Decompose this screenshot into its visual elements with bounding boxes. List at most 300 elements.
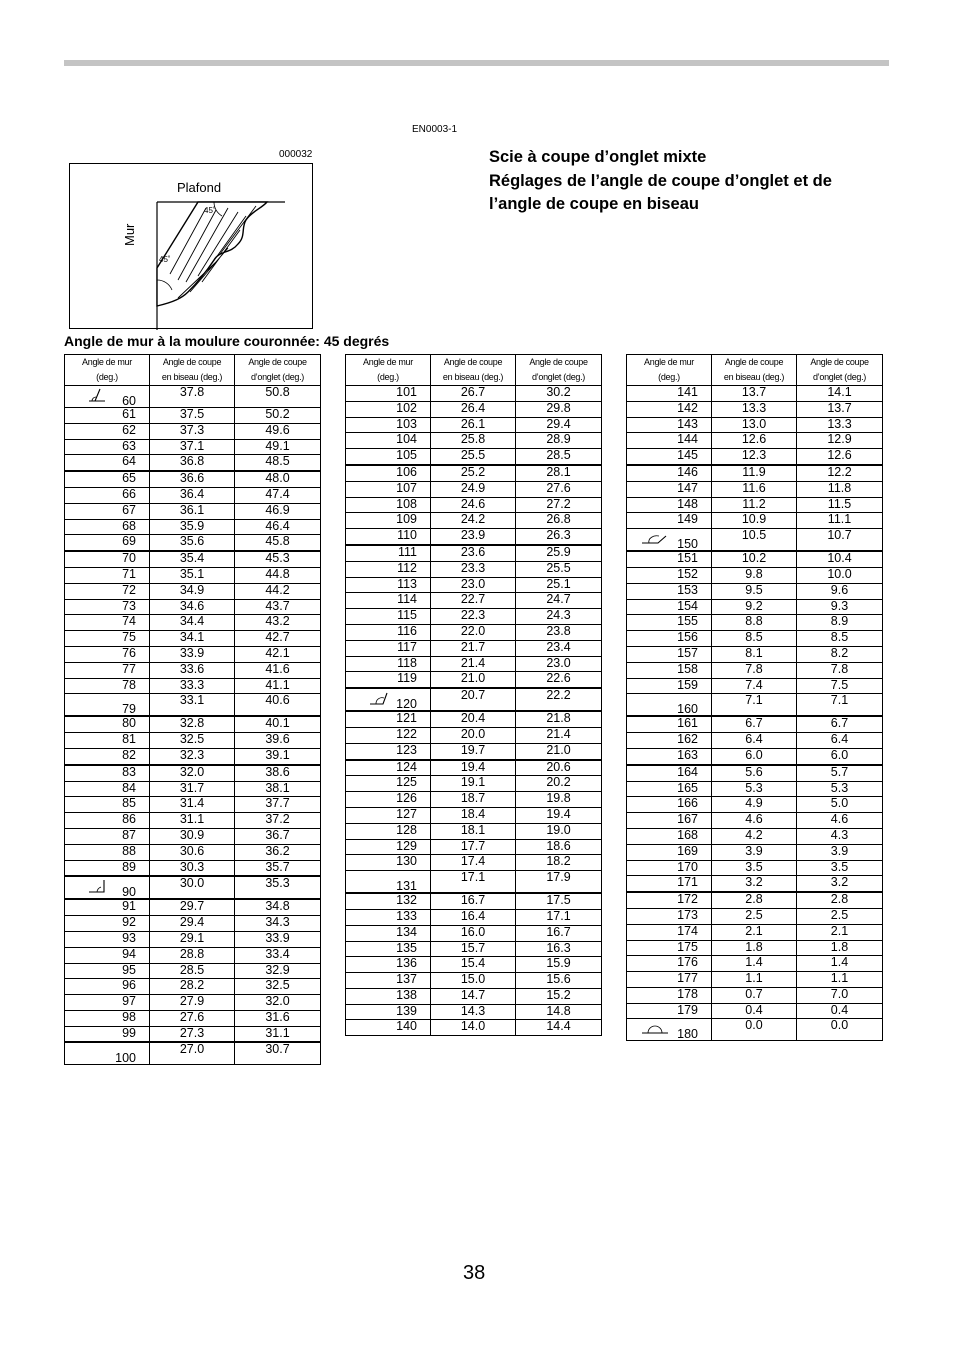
bevel-angle-cell-value: 8.1 xyxy=(745,645,763,660)
wall-angle-cell xyxy=(627,449,712,465)
wall-angle-cell xyxy=(346,672,431,688)
miter-angle-cell-value: 23.0 xyxy=(546,655,571,670)
miter-angle-cell-value: 14.4 xyxy=(546,1019,571,1034)
miter-angle-cell-value: 6.0 xyxy=(830,747,849,762)
miter-angle-cell-value: 34.3 xyxy=(265,915,290,930)
wall-angle-cell-value: 115 xyxy=(397,608,417,623)
miter-angle-cell-value: 16.7 xyxy=(546,924,571,939)
wall-angle-cell-value: 61 xyxy=(122,407,136,421)
bevel-angle-cell-value: 25.5 xyxy=(460,448,486,463)
bevel-angle-cell-value: 11.2 xyxy=(742,496,766,511)
miter-angle-cell-value: 3.9 xyxy=(830,843,849,858)
bevel-angle-cell-value: 28.5 xyxy=(179,962,205,977)
miter-angle-cell-value: 21.0 xyxy=(546,742,571,757)
table-caption: Angle de mur à la moulure couronnée: 45 degrés xyxy=(64,333,390,349)
bevel-angle-cell-value: 1.1 xyxy=(745,971,763,986)
wall-angle-cell xyxy=(346,776,431,792)
wall-angle-cell-value: 104 xyxy=(396,432,417,447)
wall-angle-cell-value: 80 xyxy=(122,716,136,731)
miter-angle-cell xyxy=(516,807,602,823)
wall-angle-cell xyxy=(346,839,431,855)
miter-angle-cell-value: 7.1 xyxy=(830,693,849,708)
miter-angle-cell-value: 46.9 xyxy=(265,502,290,517)
bevel-angle-cell-value: 5.3 xyxy=(745,780,763,795)
table-row xyxy=(65,876,321,899)
table-row xyxy=(65,662,321,678)
wall-angle-cell-value: 103 xyxy=(396,416,417,431)
bevel-angle-cell-value: 25.8 xyxy=(460,432,486,447)
wall-angle-header xyxy=(627,355,712,386)
wall-angle-cell-value: 107 xyxy=(396,480,417,495)
wall-angle-cell xyxy=(627,567,712,583)
bevel-angle-cell xyxy=(431,988,516,1004)
miter-angle-cell xyxy=(797,631,883,647)
bevel-angle-cell-value: 7.1 xyxy=(745,693,763,708)
wall-angle-cell-value: 133 xyxy=(396,908,417,923)
wall-angle-cell xyxy=(65,797,150,813)
table-row xyxy=(65,567,321,583)
miter-angle-cell-value: 18.6 xyxy=(546,838,571,853)
wall-angle-cell xyxy=(65,716,150,732)
miter-angle-cell-value: 16.3 xyxy=(546,940,571,955)
bevel-angle-cell-value: 11.6 xyxy=(742,480,766,495)
miter-angle-cell-value: 45.8 xyxy=(265,534,290,549)
table-row xyxy=(627,1003,883,1019)
table-row xyxy=(346,417,602,433)
miter-angle-cell xyxy=(516,401,602,417)
wall-angle-cell-value: 85 xyxy=(122,796,136,811)
table-row xyxy=(65,979,321,995)
bevel-angle-cell xyxy=(431,855,516,871)
table-row xyxy=(346,855,602,871)
wall-angle-cell xyxy=(65,733,150,749)
miter-angle-cell-value: 33.9 xyxy=(265,930,290,945)
wall-angle-cell xyxy=(65,646,150,662)
miter-angle-cell-value: 39.6 xyxy=(265,732,290,747)
miter-angle-cell-value: 7.0 xyxy=(830,986,849,1001)
bevel-angle-cell xyxy=(712,813,797,829)
bevel-angle-cell xyxy=(712,781,797,797)
bevel-angle-cell-value: 4.6 xyxy=(745,812,763,827)
miter-angle-cell-value: 42.7 xyxy=(265,630,290,645)
wall-angle-cell-value: 169 xyxy=(677,843,698,858)
miter-angle-cell-value: 21.4 xyxy=(546,726,571,741)
table-row xyxy=(65,615,321,631)
wall-angle-cell xyxy=(346,1020,431,1036)
bevel-angle-cell xyxy=(431,449,516,465)
wall-angle-cell-value: 105 xyxy=(396,448,417,463)
wall-angle-cell-value: 77 xyxy=(122,661,136,676)
table-row xyxy=(65,646,321,662)
miter-angle-header-line2: d’onglet (deg.) xyxy=(531,372,586,382)
table-row xyxy=(346,760,602,776)
miter-angle-cell xyxy=(797,733,883,749)
bevel-angle-cell xyxy=(712,828,797,844)
miter-angle-cell-value: 24.7 xyxy=(546,592,571,607)
bevel-angle-cell-value: 18.1 xyxy=(460,822,486,837)
wall-angle-cell xyxy=(65,535,150,551)
miter-angle-cell xyxy=(797,844,883,860)
bevel-angle-cell xyxy=(431,957,516,973)
bevel-angle-cell-value: 25.2 xyxy=(460,464,486,479)
angle-table-1 xyxy=(64,354,321,1065)
bevel-angle-cell xyxy=(431,839,516,855)
bevel-angle-cell-value: 35.6 xyxy=(179,534,205,549)
wall-angle-header xyxy=(65,355,150,386)
miter-angle-cell-value: 43.2 xyxy=(265,614,290,629)
miter-angle-cell xyxy=(516,941,602,957)
miter-angle-cell xyxy=(516,624,602,640)
miter-angle-cell xyxy=(516,839,602,855)
bevel-angle-cell-value: 26.4 xyxy=(460,400,486,415)
bevel-angle-cell-value: 34.6 xyxy=(179,598,205,613)
miter-angle-cell-value: 49.6 xyxy=(265,422,290,437)
wall-angle-cell xyxy=(65,828,150,844)
miter-angle-cell-value: 17.5 xyxy=(546,893,571,908)
wall-angle-cell xyxy=(65,1042,150,1065)
miter-angle-cell xyxy=(516,973,602,989)
miter-angle-cell xyxy=(516,1020,602,1036)
miter-angle-cell-value: 7.5 xyxy=(830,677,849,692)
miter-angle-cell xyxy=(235,947,321,963)
wall-angle-cell-value: 134 xyxy=(396,924,417,939)
table-row xyxy=(346,957,602,973)
wall-angle-header xyxy=(346,355,431,386)
table-row xyxy=(627,694,883,717)
table-row xyxy=(346,401,602,417)
miter-angle-cell xyxy=(235,551,321,567)
bevel-angle-cell xyxy=(431,481,516,497)
bevel-angle-cell xyxy=(712,876,797,892)
table-row xyxy=(65,781,321,797)
bevel-angle-cell-value: 36.8 xyxy=(179,454,205,469)
table-row xyxy=(346,561,602,577)
bevel-angle-cell-value: 23.6 xyxy=(460,544,486,559)
miter-angle-cell xyxy=(516,957,602,973)
miter-angle-cell xyxy=(797,401,883,417)
wall-angle-cell-value: 168 xyxy=(677,827,698,842)
wall-angle-cell xyxy=(65,781,150,797)
table-row xyxy=(627,972,883,988)
wall-angle-cell xyxy=(346,561,431,577)
wall-angle-cell xyxy=(627,844,712,860)
wall-angle-cell-value: 79 xyxy=(122,702,136,717)
miter-angle-cell-value: 6.4 xyxy=(830,732,849,747)
miter-angle-cell-value: 39.1 xyxy=(265,747,290,762)
table-row xyxy=(346,688,602,711)
table-row xyxy=(627,465,883,481)
miter-angle-cell xyxy=(516,577,602,593)
wall-angle-cell xyxy=(346,577,431,593)
bevel-angle-header-line1: Angle de coupe xyxy=(724,357,784,367)
table-header-row xyxy=(65,355,321,386)
table-row xyxy=(65,931,321,947)
wall-angle-cell-value: 154 xyxy=(677,598,698,613)
table-row xyxy=(65,423,321,439)
wall-angle-cell-value: 86 xyxy=(122,812,136,827)
wall-angle-cell-value: 62 xyxy=(122,422,136,437)
wall-angle-cell xyxy=(65,519,150,535)
bevel-angle-cell xyxy=(431,545,516,561)
wall-angle-cell xyxy=(65,694,150,717)
table-row xyxy=(627,662,883,678)
wall-angle-cell-value: 106 xyxy=(396,464,417,479)
bevel-angle-cell xyxy=(150,694,235,717)
table-row xyxy=(627,417,883,433)
wall-angle-cell xyxy=(627,465,712,481)
wall-angle-cell-value: 73 xyxy=(122,598,136,613)
bevel-angle-cell-value: 9.8 xyxy=(745,566,763,581)
miter-angle-cell-value: 29.8 xyxy=(546,400,571,415)
wall-angle-cell xyxy=(346,465,431,481)
bevel-angle-cell-value: 37.3 xyxy=(179,422,205,437)
miter-angle-cell xyxy=(235,963,321,979)
table-row xyxy=(627,860,883,876)
table-row xyxy=(65,503,321,519)
table-row xyxy=(627,401,883,417)
wall-angle-cell-value: 128 xyxy=(396,822,417,837)
bevel-angle-cell-value: 8.5 xyxy=(745,630,763,645)
bevel-angle-cell-value: 7.8 xyxy=(745,661,763,676)
bevel-angle-cell-value: 35.1 xyxy=(179,566,205,581)
miter-angle-cell-value: 5.3 xyxy=(830,780,849,795)
miter-angle-cell xyxy=(516,871,602,894)
wall-angle-cell xyxy=(627,765,712,781)
wall-angle-cell-value: 139 xyxy=(396,1003,417,1018)
bevel-angle-cell xyxy=(431,925,516,941)
wall-angle-cell-value: 98 xyxy=(122,1009,136,1024)
bevel-angle-cell xyxy=(150,765,235,781)
wall-angle-cell xyxy=(627,599,712,615)
miter-angle-cell xyxy=(797,678,883,694)
table-row xyxy=(346,513,602,529)
wall-angle-cell xyxy=(627,513,712,529)
miter-angle-header-line1: Angle de coupe xyxy=(529,357,588,367)
wall-angle-cell xyxy=(627,481,712,497)
wall-angle-cell xyxy=(65,916,150,932)
bevel-angle-cell xyxy=(712,551,797,567)
miter-angle-cell-value: 50.8 xyxy=(265,385,290,399)
bevel-angle-cell xyxy=(431,656,516,672)
wall-angle-cell-value: 102 xyxy=(396,400,417,415)
bevel-angle-cell-value: 31.7 xyxy=(179,780,205,795)
bevel-angle-cell-value: 24.6 xyxy=(460,496,486,511)
bevel-angle-cell-value: 27.3 xyxy=(179,1025,205,1040)
table-row xyxy=(346,727,602,743)
wall-angle-cell xyxy=(65,487,150,503)
miter-angle-cell xyxy=(235,765,321,781)
bevel-angle-cell xyxy=(712,417,797,433)
wall-angle-cell-value: 122 xyxy=(396,726,417,741)
miter-angle-cell-value: 31.1 xyxy=(265,1025,290,1040)
miter-angle-cell xyxy=(235,694,321,717)
wall-label: Mur xyxy=(122,223,137,246)
bevel-angle-cell-value: 0.7 xyxy=(745,986,763,1001)
bevel-angle-cell xyxy=(431,529,516,545)
bevel-angle-cell-value: 36.1 xyxy=(179,502,205,517)
bevel-angle-cell-value: 29.7 xyxy=(179,899,205,914)
miter-angle-cell-value: 11.5 xyxy=(827,496,852,511)
wall-angle-cell-value: 113 xyxy=(397,576,417,591)
miter-angle-cell xyxy=(516,743,602,759)
wall-angle-cell-value: 88 xyxy=(122,843,136,858)
bevel-angle-cell xyxy=(431,401,516,417)
wall-angle-cell xyxy=(346,497,431,513)
bevel-angle-cell-value: 30.6 xyxy=(179,843,205,858)
bevel-angle-cell xyxy=(431,743,516,759)
wall-angle-cell-value: 147 xyxy=(677,480,698,495)
bevel-angle-cell-value: 10.2 xyxy=(741,551,767,566)
miter-angle-cell xyxy=(797,551,883,567)
bevel-angle-cell xyxy=(712,860,797,876)
wall-angle-cell xyxy=(627,615,712,631)
miter-angle-cell-value: 11.1 xyxy=(827,512,852,527)
wall-angle-cell xyxy=(627,781,712,797)
bevel-angle-cell xyxy=(150,646,235,662)
miter-angle-cell xyxy=(235,876,321,899)
wall-angle-cell-value: 163 xyxy=(677,747,698,762)
miter-angle-cell-value: 13.7 xyxy=(827,400,852,415)
bevel-angle-cell xyxy=(712,386,797,402)
miter-angle-cell-value: 1.8 xyxy=(830,939,849,954)
table-header-row xyxy=(346,355,602,386)
miter-angle-cell xyxy=(797,449,883,465)
miter-angle-cell xyxy=(516,672,602,688)
bevel-angle-cell-value: 10.9 xyxy=(741,512,767,527)
table-row xyxy=(346,497,602,513)
wall-angle-cell-value: 91 xyxy=(122,899,136,914)
bevel-angle-cell-value: 27.0 xyxy=(179,1042,205,1057)
bevel-angle-cell xyxy=(150,423,235,439)
bevel-angle-cell-value: 2.8 xyxy=(745,892,763,907)
miter-angle-cell xyxy=(797,513,883,529)
miter-angle-header xyxy=(235,355,321,386)
table-row xyxy=(346,481,602,497)
bevel-angle-cell-value: 37.8 xyxy=(179,385,205,399)
wall-angle-cell xyxy=(346,656,431,672)
wall-angle-cell-value: 112 xyxy=(397,560,417,575)
bevel-angle-cell-value: 31.1 xyxy=(179,812,205,827)
bevel-angle-cell-value: 10.5 xyxy=(741,528,767,543)
wall-angle-cell xyxy=(627,386,712,402)
miter-angle-cell-value: 17.9 xyxy=(546,870,571,885)
table-row xyxy=(627,813,883,829)
bevel-angle-cell xyxy=(712,529,797,552)
miter-angle-cell-value: 7.8 xyxy=(830,661,849,676)
bevel-angle-header-line2: en biseau (deg.) xyxy=(723,372,785,382)
bevel-angle-cell-value: 9.5 xyxy=(745,582,763,597)
bevel-angle-cell xyxy=(712,678,797,694)
miter-angle-cell-value: 19.0 xyxy=(546,822,571,837)
wall-angle-cell-value: 152 xyxy=(677,566,698,581)
miter-angle-cell xyxy=(797,748,883,764)
wall-angle-cell xyxy=(65,979,150,995)
heading-line-2: Réglages de l’angle de coupe d’onglet et de xyxy=(489,171,832,190)
miter-angle-cell xyxy=(516,792,602,808)
bevel-angle-cell xyxy=(712,987,797,1003)
miter-angle-cell xyxy=(235,828,321,844)
table-row xyxy=(65,916,321,932)
miter-angle-cell-value: 31.6 xyxy=(265,1009,290,1024)
bevel-angle-cell-value: 16.4 xyxy=(460,908,486,923)
wall-angle-cell xyxy=(627,694,712,717)
wall-angle-cell-value: 153 xyxy=(677,582,698,597)
table-row xyxy=(627,551,883,567)
wall-angle-cell-value: 180 xyxy=(677,1027,698,1042)
table-row xyxy=(65,716,321,732)
wall-angle-cell-value: 69 xyxy=(122,534,136,549)
miter-angle-cell xyxy=(235,979,321,995)
wall-angle-cell-value: 156 xyxy=(677,630,698,645)
wall-angle-cell-value: 114 xyxy=(397,592,417,607)
bevel-angle-cell-value: 15.7 xyxy=(460,940,486,955)
wall-angle-cell-value: 75 xyxy=(122,630,136,645)
wall-angle-cell xyxy=(346,855,431,871)
wall-angle-cell xyxy=(346,417,431,433)
miter-angle-cell-value: 22.6 xyxy=(546,671,571,686)
wall-angle-cell xyxy=(346,401,431,417)
miter-angle-cell-value: 26.3 xyxy=(546,528,571,543)
miter-angle-cell-value: 5.0 xyxy=(830,796,849,811)
bevel-angle-cell xyxy=(431,417,516,433)
wall-angle-cell xyxy=(346,957,431,973)
wall-angle-cell-value: 170 xyxy=(677,859,698,874)
bevel-angle-cell-value: 20.4 xyxy=(460,711,486,726)
wall-angle-cell xyxy=(346,449,431,465)
wall-angle-cell xyxy=(65,408,150,424)
miter-angle-cell-value: 9.3 xyxy=(830,598,849,613)
table-row xyxy=(346,941,602,957)
table-row xyxy=(65,408,321,424)
bevel-angle-cell xyxy=(431,465,516,481)
table-row xyxy=(65,631,321,647)
miter-angle-cell-value: 19.8 xyxy=(546,791,571,806)
crown-molding-figure xyxy=(69,163,313,329)
ceiling-angle-label: 45˚ xyxy=(204,206,216,215)
table-row xyxy=(627,733,883,749)
bevel-angle-cell-value: 28.8 xyxy=(179,946,205,961)
wall-angle-cell-value: 119 xyxy=(397,671,417,686)
wall-angle-cell xyxy=(627,876,712,892)
bevel-angle-cell xyxy=(712,972,797,988)
miter-angle-cell xyxy=(797,646,883,662)
wall-angle-cell xyxy=(65,503,150,519)
bevel-angle-cell-value: 16.0 xyxy=(460,924,486,939)
wall-angle-cell xyxy=(65,748,150,764)
miter-angle-cell xyxy=(797,940,883,956)
miter-angle-cell xyxy=(516,481,602,497)
wall-angle-cell-value: 136 xyxy=(396,956,417,971)
wall-angle-cell-value: 70 xyxy=(122,551,136,566)
wall-angle-cell xyxy=(65,615,150,631)
wall-angle-cell-value: 142 xyxy=(677,400,698,415)
wall-angle-cell-value: 92 xyxy=(122,915,136,930)
wall-angle-cell xyxy=(627,662,712,678)
table-row xyxy=(65,899,321,915)
miter-angle-cell xyxy=(235,813,321,829)
miter-angle-cell xyxy=(516,711,602,727)
wall-angle-cell-value: 164 xyxy=(677,764,698,779)
bevel-angle-cell xyxy=(150,678,235,694)
wall-angle-cell xyxy=(346,893,431,909)
miter-angle-header xyxy=(797,355,883,386)
wall-angle-cell xyxy=(627,583,712,599)
miter-angle-cell-value: 27.6 xyxy=(546,480,571,495)
table-row xyxy=(346,988,602,1004)
table-row xyxy=(627,583,883,599)
table-row xyxy=(627,924,883,940)
miter-angle-cell-value: 43.7 xyxy=(265,598,290,613)
